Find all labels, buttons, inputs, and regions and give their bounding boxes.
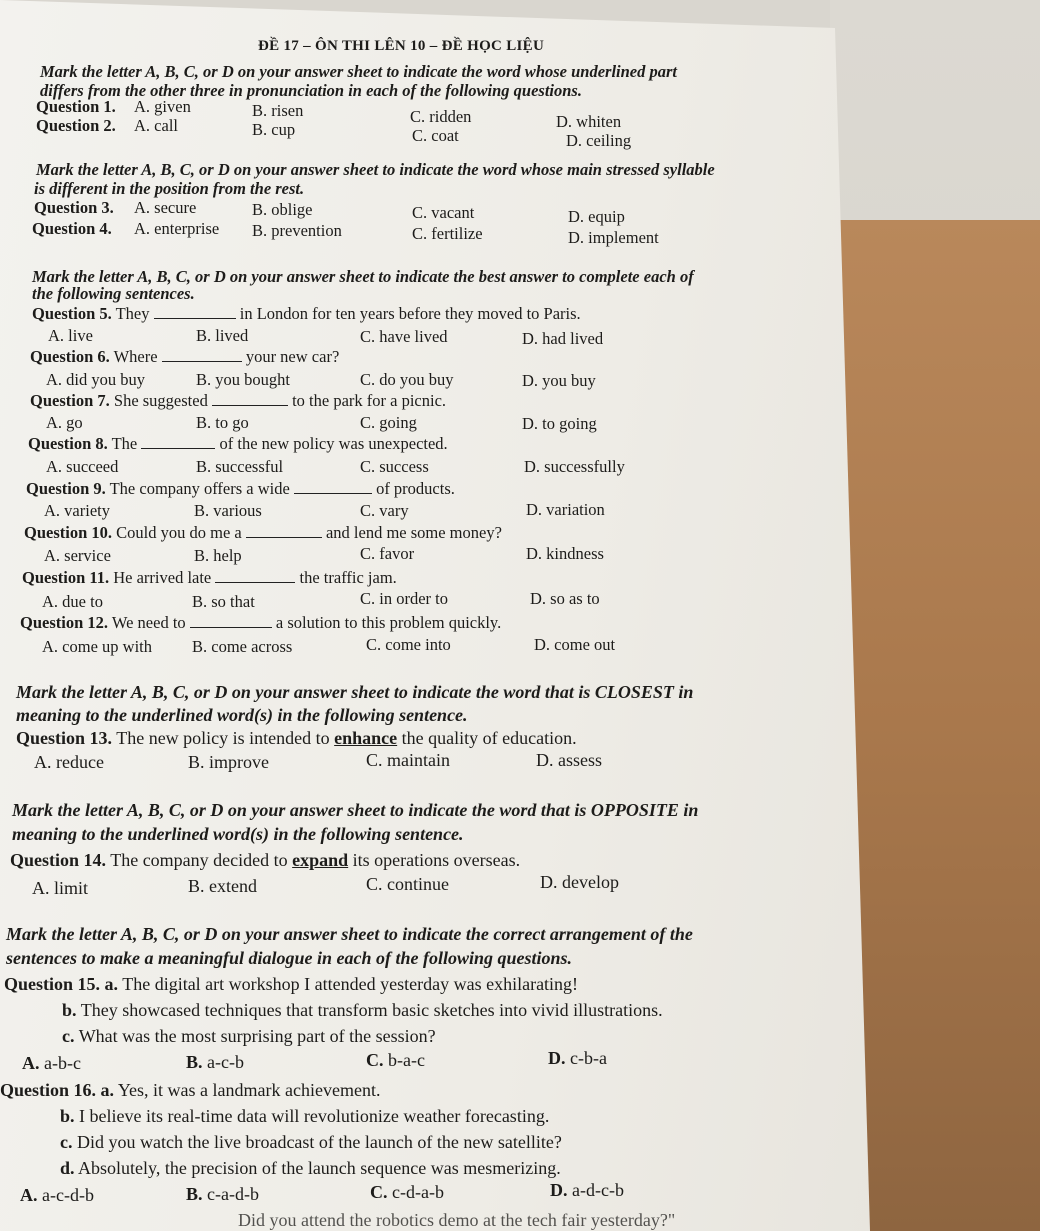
question-10-option-b: B. help [194,546,242,565]
question-2-option-c: C. coat [412,126,459,145]
question-2-label: Question 2. [36,116,116,135]
question-6-option-c: C. do you buy [360,370,454,389]
question-9-option-b: B. various [194,501,262,520]
instruction-5-line1: Mark the letter A, B, C, or D on your answer sheet to indicate the word that is OPPOSITE in [12,800,699,820]
question-13-stem: Question 13. The new policy is intended to enhance the quality of education. [16,728,577,748]
question-13-option-a: A. reduce [34,752,104,772]
question-1-option-a: A. given [134,97,191,116]
question-9-option-c: C. vary [360,501,409,520]
question-16-option-c: C. c-d-a-b [370,1182,444,1202]
instruction-5-line2: meaning to the underlined word(s) in the following sentence. [12,824,464,844]
question-13-option-c: C. maintain [366,750,450,770]
question-2-option-a: A. call [134,116,178,135]
question-10-option-a: A. service [44,546,111,565]
question-2-option-d: D. ceiling [566,131,632,150]
question-12-stem: Question 12. We need to a solution to this problem quickly. [20,613,502,632]
question-3-option-a: A. secure [134,198,197,217]
question-15-option-d: D. c-b-a [548,1048,607,1068]
question-13-option-b: B. improve [188,752,269,772]
question-8-option-b: B. successful [196,457,284,476]
question-11-option-a: A. due to [42,592,103,611]
question-11-option-d: D. so as to [530,589,600,608]
question-2-option-b: B. cup [252,120,296,139]
question-6-option-d: D. you buy [522,371,596,390]
question-13-option-d: D. assess [536,750,602,770]
question-16-option-d: D. a-d-c-b [550,1180,624,1200]
question-8-option-d: D. successfully [524,457,625,476]
question-14-option-b: B. extend [188,876,257,896]
question-9-option-d: D. variation [526,500,605,519]
question-12-option-a: A. come up with [42,637,152,656]
question-11-stem: Question 11. He arrived late the traffic jam. [22,568,397,587]
question-10-option-d: D. kindness [526,544,604,563]
question-16-line-c: c. Did you watch the live broadcast of the launch of the new satellite? [60,1132,562,1152]
question-5-option-c: C. have lived [360,327,448,346]
question-11-option-b: B. so that [192,592,255,611]
question-12-option-c: C. come into [366,635,451,654]
page-title: ĐỀ 17 – ÔN THI LÊN 10 – ĐỀ HỌC LIỆU [258,38,545,54]
question-16-line-b: b. I believe its real-time data will revolutionize weather forecasting. [60,1106,550,1126]
question-4-option-c: C. fertilize [412,224,483,243]
instruction-1-line2: differs from the other three in pronunciation in each of the following questions. [40,81,582,100]
instruction-6-line1: Mark the letter A, B, C, or D on your answer sheet to indicate the correct arrangement of the [6,924,693,944]
question-3-label: Question 3. [34,198,114,217]
question-6-option-a: A. did you buy [46,370,145,389]
question-3-option-d: D. equip [568,207,625,226]
question-5-option-d: D. had lived [522,329,604,348]
instruction-3-line2: the following sentences. [32,284,195,303]
question-15-option-a: A. a-b-c [22,1053,81,1073]
question-10-option-c: C. favor [360,544,415,563]
question-16-line-d: d. Absolutely, the precision of the launch sequence was mesmerizing. [60,1158,561,1178]
question-7-stem: Question 7. She suggested to the park for a picnic. [30,391,447,410]
question-1-option-b: B. risen [252,101,304,120]
instruction-4-line2: meaning to the underlined word(s) in the following sentence. [16,705,468,725]
question-17-partial: Did you attend the robotics demo at the tech fair yesterday?" [238,1210,676,1230]
question-1-option-c: C. ridden [410,107,472,126]
question-14-option-c: C. continue [366,874,449,894]
question-15-option-c: C. b-a-c [366,1050,425,1070]
question-7-option-b: B. to go [196,413,249,432]
question-15-line-b: b. They showcased techniques that transform basic sketches into vivid illustrations. [62,1000,663,1020]
instruction-1-line1: Mark the letter A, B, C, or D on your answer sheet to indicate the word whose underlined part [40,62,678,81]
question-1-label: Question 1. [36,97,116,116]
question-16-line-a: Question 16. a. Yes, it was a landmark achievement. [0,1080,381,1100]
question-5-stem: Question 5. They in London for ten years before they moved to Paris. [32,304,581,323]
question-7-option-c: C. going [360,413,417,432]
question-4-label: Question 4. [32,219,112,238]
question-8-stem: Question 8. The of the new policy was unexpected. [28,434,448,453]
question-12-option-b: B. come across [192,637,293,656]
question-9-option-a: A. variety [44,501,110,520]
question-7-option-d: D. to going [522,414,597,433]
instruction-2-line1: Mark the letter A, B, C, or D on your answer sheet to indicate the word whose main stressed syllable [36,160,715,179]
question-5-option-a: A. live [48,326,93,345]
question-15-option-b: B. a-c-b [186,1052,244,1072]
question-14-stem: Question 14. The company decided to expand its operations overseas. [10,850,521,870]
question-5-option-b: B. lived [196,326,249,345]
question-15-line-c: c. What was the most surprising part of the session? [62,1026,436,1046]
question-10-stem: Question 10. Could you do me a and lend me some money? [24,523,502,542]
instruction-4-line1: Mark the letter A, B, C, or D on your answer sheet to indicate the word that is CLOSEST in [16,682,694,702]
question-14-option-d: D. develop [540,872,619,892]
instruction-2-line2: is different in the position from the rest. [34,179,305,198]
question-11-option-c: C. in order to [360,589,448,608]
question-1-option-d: D. whiten [556,112,622,131]
question-4-option-d: D. implement [568,228,659,247]
question-14-option-a: A. limit [32,878,89,898]
question-16-option-a: A. a-c-d-b [20,1185,94,1205]
question-4-option-b: B. prevention [252,221,342,240]
question-9-stem: Question 9. The company offers a wide of products. [26,479,455,498]
question-8-option-c: C. success [360,457,429,476]
question-3-option-b: B. oblige [252,200,313,219]
question-15-line-a: Question 15. a. The digital art workshop I attended yesterday was exhilarating! [4,974,579,994]
question-6-option-b: B. you bought [196,370,290,389]
question-6-stem: Question 6. Where your new car? [30,347,340,366]
question-3-option-c: C. vacant [412,203,475,222]
question-7-option-a: A. go [46,413,83,432]
instruction-3-line1: Mark the letter A, B, C, or D on your answer sheet to indicate the best answer to complete each of [32,267,694,286]
question-16-option-b: B. c-a-d-b [186,1184,259,1204]
question-8-option-a: A. succeed [46,457,119,476]
question-4-option-a: A. enterprise [134,219,220,238]
question-12-option-d: D. come out [534,635,616,654]
instruction-6-line2: sentences to make a meaningful dialogue in each of the following questions. [6,948,573,968]
